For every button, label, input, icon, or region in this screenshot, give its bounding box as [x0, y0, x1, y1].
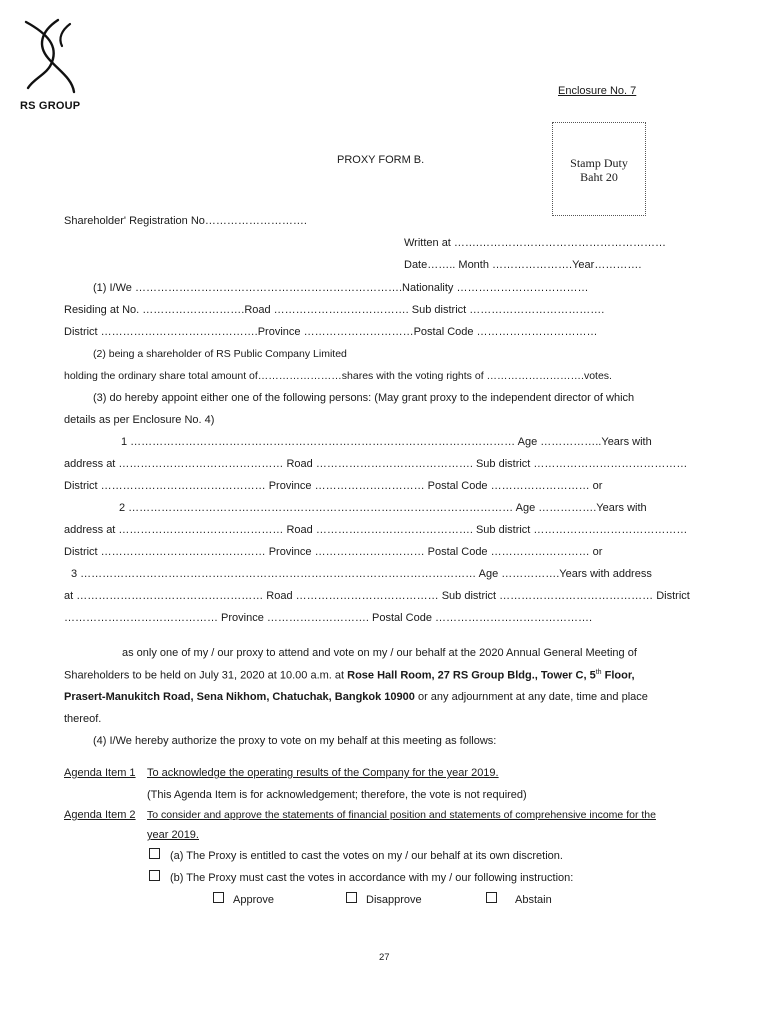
- district-line: District …………………………………….Province …………………………Postal Code ……………………………: [64, 326, 598, 338]
- meeting-floor: Floor,: [601, 669, 635, 682]
- stamp-line-1: Stamp Duty: [570, 156, 628, 170]
- meeting-line-2: [64, 669, 635, 682]
- disapprove-checkbox[interactable]: [346, 892, 357, 903]
- meeting-line-2-text: Shareholders to be held on July 31, 2020 at 10.00 a.m. at: [64, 669, 348, 682]
- proxy-2-district: District ……………………………………… Province ………………………… Postal Code ……………………… or: [64, 546, 603, 558]
- meeting-line-3-text: or any adjournment at any date, time and place: [414, 691, 648, 703]
- proxy-3-address: at …………………………………………… Road ………………………………… Sub district …………………………………… District: [64, 590, 690, 602]
- meeting-line-3: [64, 691, 648, 703]
- meeting-line-4: thereof.: [64, 713, 102, 725]
- paragraph-2: (2) being a shareholder of RS Public Company Limited: [93, 348, 347, 360]
- paragraph-3: (3) do hereby appoint either one of the following persons: (May grant proxy to the independent director of which: [93, 392, 635, 404]
- agenda-2-title-2: year 2019.: [147, 829, 199, 841]
- meeting-address: Prasert-Manukitch Road, Sena Nikhom, Chatuchak, Bangkok 10900: [64, 691, 415, 703]
- paragraph-1: (1) I/We ……………………………………………………………….Nationality ………………………………: [93, 282, 589, 294]
- agenda-1-note: (This Agenda Item is for acknowledgement; therefore, the vote is not required): [147, 789, 527, 801]
- abstain-checkbox[interactable]: [486, 892, 497, 903]
- proxy-1-line: 1 …………………………………………………………………………………………… Age ……………..Years with: [121, 436, 652, 448]
- paragraph-4: (4) I/We hereby authorize the proxy to vote on my behalf at this meeting as follows:: [93, 735, 497, 747]
- proxy-2-line: 2 …………………………………………………………………………………………… Age …………….Years with: [119, 502, 647, 514]
- floor-ordinal: th: [595, 669, 602, 676]
- agenda-1-label: Agenda Item 1: [64, 767, 136, 779]
- form-title: PROXY FORM B.: [337, 154, 425, 166]
- agenda-1-title: To acknowledge the operating results of the Company for the year 2019.: [147, 767, 499, 779]
- residing-line: Residing at No. ……………………….Road ………………………………. Sub district ……………………………….: [64, 304, 605, 316]
- meeting-venue: Rose Hall Room, 27 RS Group Bldg., Tower C, 5: [347, 669, 596, 682]
- option-b-checkbox[interactable]: [149, 870, 160, 881]
- agenda-2-title-1: To consider and approve the statements of financial position and statements of comprehensive income for the: [147, 809, 656, 821]
- rs-group-logo: [18, 16, 88, 96]
- proxy-1-district: District ……………………………………… Province ………………………… Postal Code ……………………… or: [64, 480, 603, 492]
- option-a-label: (a) The Proxy is entitled to cast the votes on my / our behalf at its own discretion.: [170, 850, 563, 862]
- proxy-1-address: address at ……………………………………… Road ……………………………………. Sub district ……………………………………: [64, 458, 688, 470]
- proxy-3-province: …………………………………… Province ………………………. Postal Code …………………………………….: [64, 612, 593, 624]
- proxy-2-address: address at ……………………………………… Road ……………………………………. Sub district ……………………………………: [64, 524, 688, 536]
- brand-name: RS GROUP: [20, 100, 81, 112]
- approve-label: Approve: [233, 894, 274, 906]
- proxy-3-line: 3 ……………………………………………………………………………………………… Age …………….Years with address: [71, 568, 652, 580]
- stamp-duty-box: [552, 122, 646, 216]
- abstain-label: Abstain: [515, 894, 552, 906]
- agenda-2-label: Agenda Item 2: [64, 809, 136, 821]
- page-number: 27: [379, 952, 390, 963]
- date-line: Date…….. Month ………………….Year………….: [404, 259, 642, 271]
- details-line: details as per Enclosure No. 4): [64, 414, 215, 426]
- stamp-line-2: Baht 20: [580, 170, 618, 184]
- disapprove-label: Disapprove: [366, 894, 422, 906]
- option-b-label: (b) The Proxy must cast the votes in accordance with my / our following instruction:: [170, 872, 574, 884]
- written-at-line: Written at …….……………………………………………: [404, 237, 666, 249]
- option-a-checkbox[interactable]: [149, 848, 160, 859]
- meeting-line-1: as only one of my / our proxy to attend and vote on my / our behalf at the 2020 Annual General Meeting of: [122, 647, 637, 659]
- enclosure-label: Enclosure No. 7: [558, 85, 637, 97]
- registration-no-line: Shareholder' Registration No……………………….: [64, 215, 307, 227]
- approve-checkbox[interactable]: [213, 892, 224, 903]
- holding-line: holding the ordinary share total amount of……………………shares with the voting rights of ……………………….votes.: [64, 370, 612, 382]
